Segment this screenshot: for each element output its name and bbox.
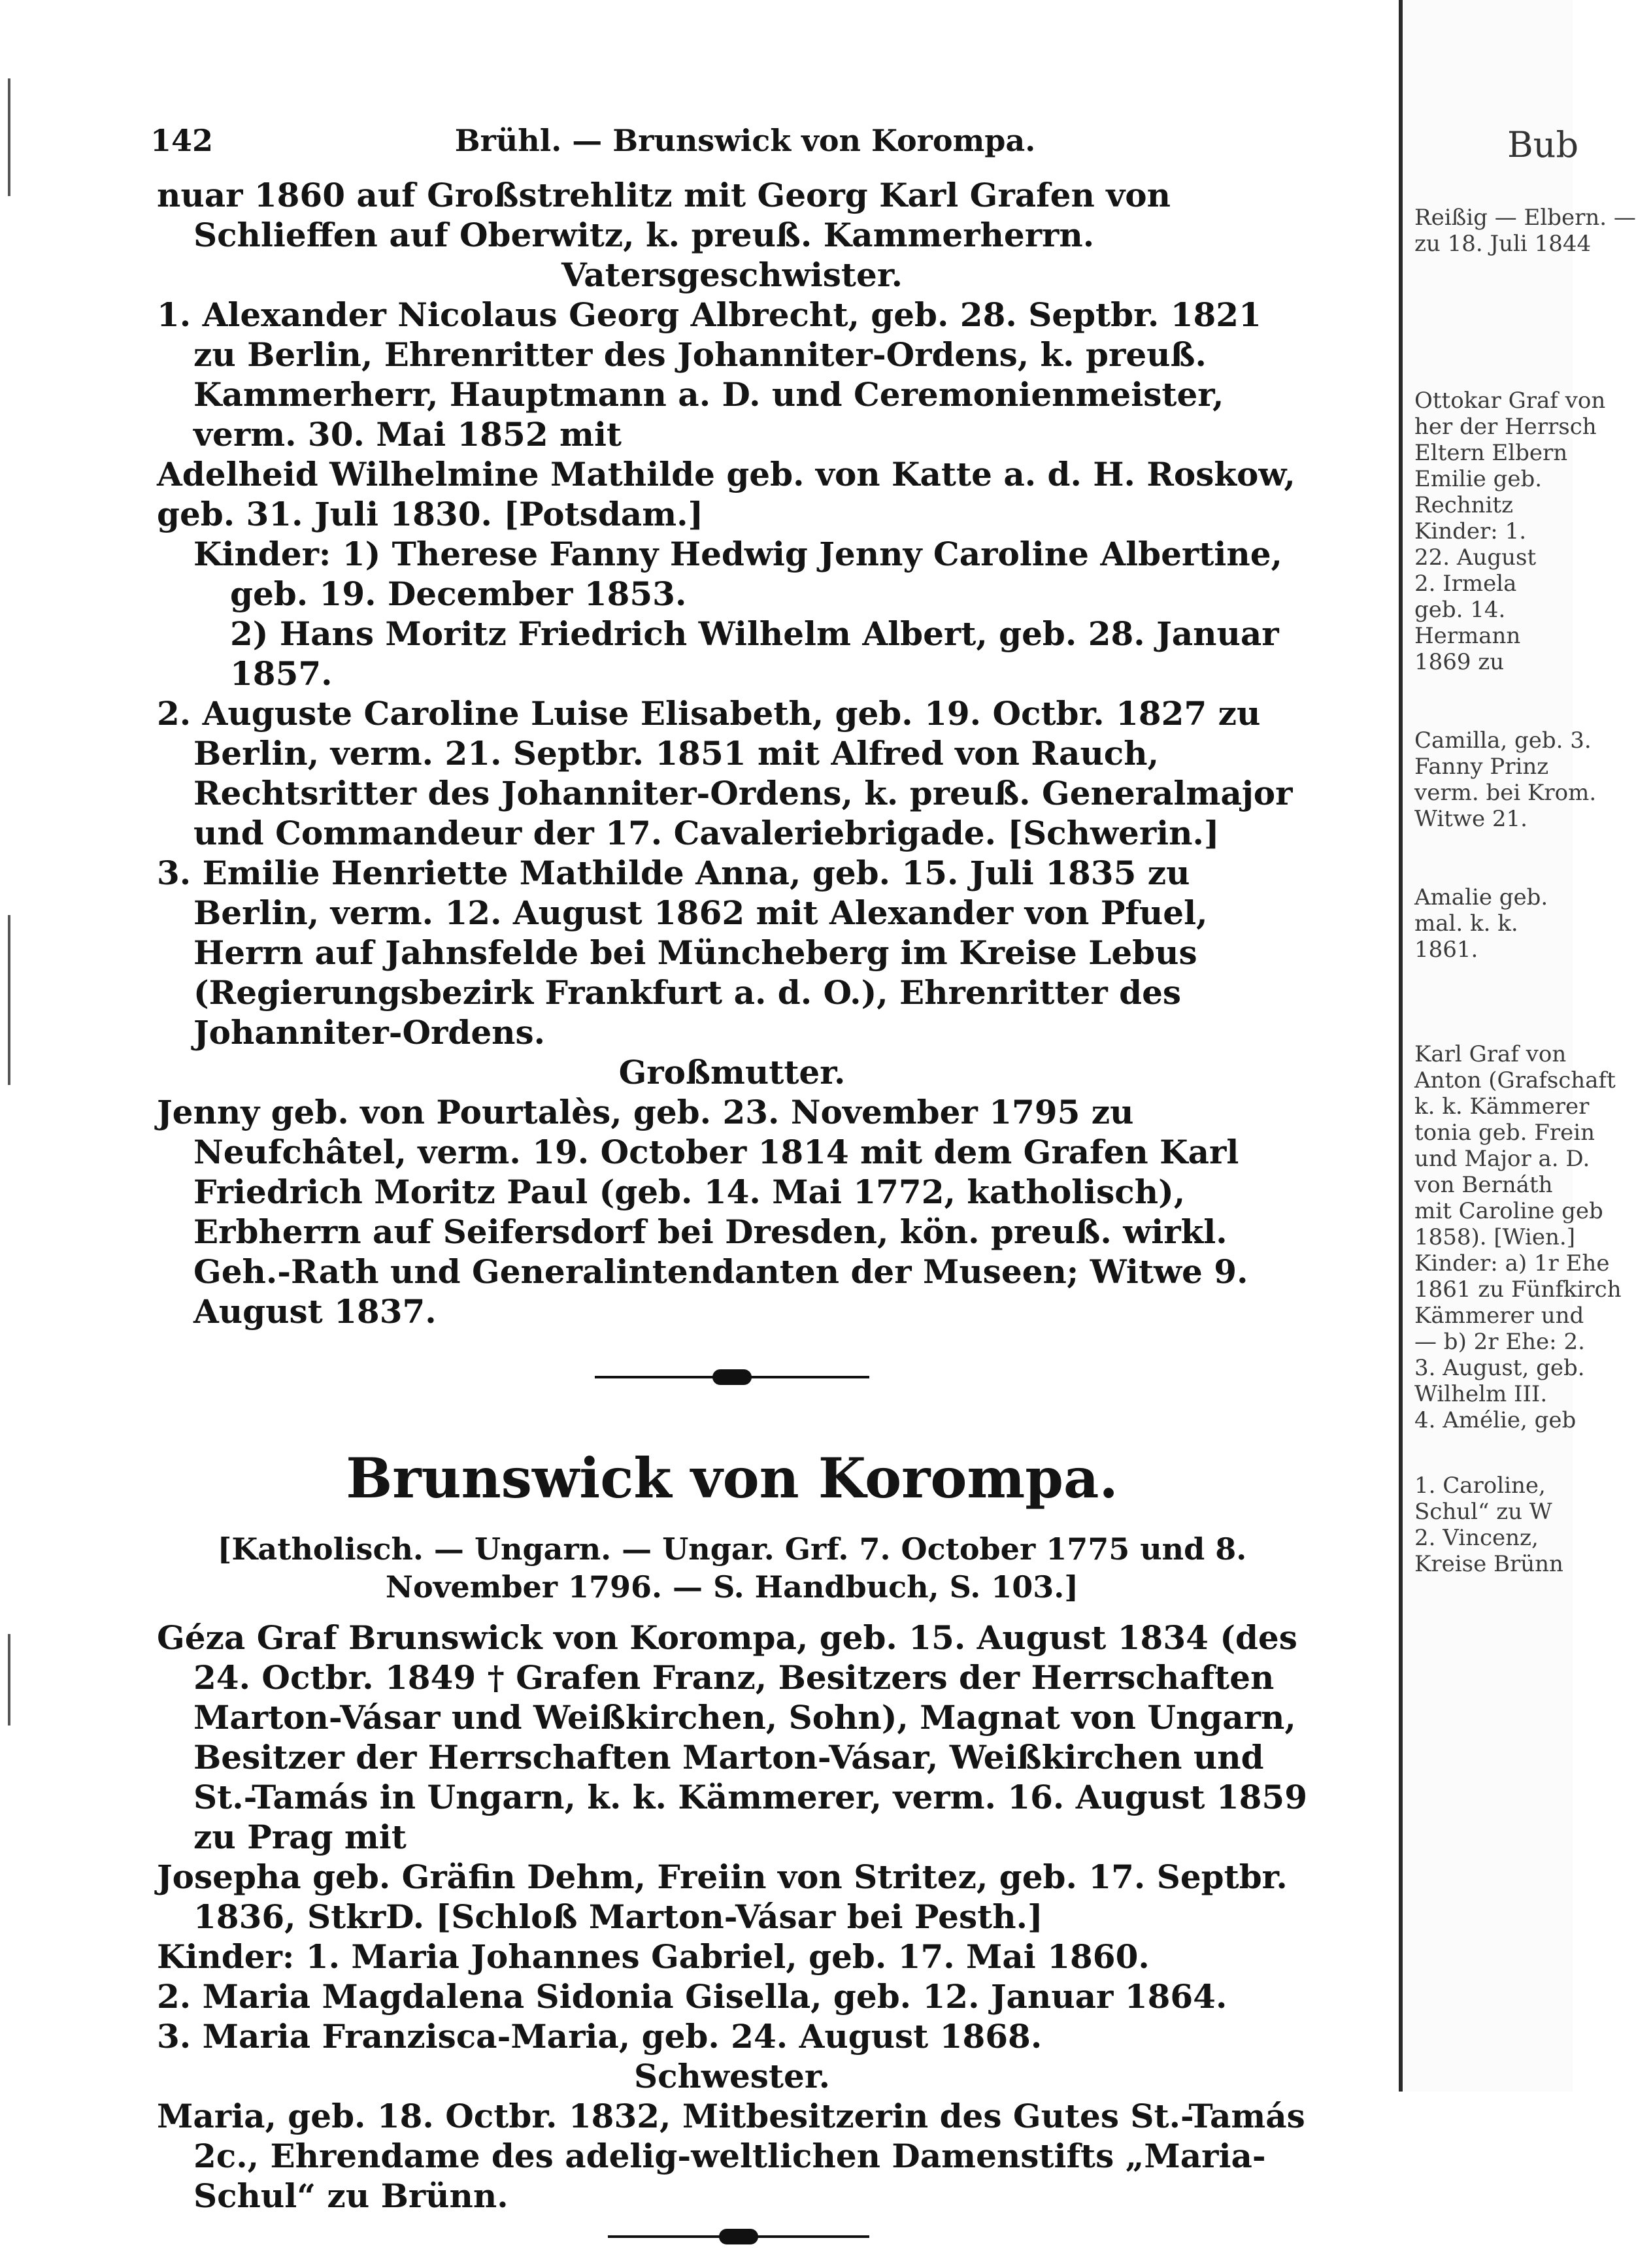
sibling-children-2: 2) Hans Moritz Friedrich Wilhelm Albert, geb. 28. Januar 1857. — [230, 614, 1279, 693]
adjacent-line: her der Herrsch — [1414, 414, 1597, 440]
adjacent-line: Amalie geb. — [1414, 884, 1548, 910]
adjacent-line: 1869 zu — [1414, 649, 1505, 675]
adjacent-line: 22. August — [1414, 544, 1537, 571]
adjacent-page-header: Bub — [1507, 124, 1579, 165]
adjacent-line: und Major a. D. — [1414, 1146, 1590, 1172]
family-head-entry: Géza Graf Brunswick von Korompa, geb. 15. August 1834 (des 24. Octbr. 1849 † Grafen Franz, Besitzers der Herrschaften Marton-Vásar und Weißkirchen, Sohn), Magnat von Ungarn, Besitzer der Herrschaften Marton-Vásar, Weißkirchen und St.-Tamás in Ungarn, k. k. Kämmerer, verm. 16. August 1859 zu Prag mit — [157, 1618, 1308, 1856]
adjacent-line: Kämmerer und — [1414, 1303, 1584, 1329]
adjacent-line: Anton (Grafschaft — [1414, 1067, 1616, 1093]
sibling-spouse-1: Adelheid Wilhelmine Mathilde geb. von Katte a. d. H. Roskow, geb. 31. Juli 1830. [Potsdam.] — [157, 455, 1295, 533]
divider-ornament — [712, 1369, 752, 1385]
adjacent-line: — b) 2r Ehe: 2. — [1414, 1329, 1585, 1355]
adjacent-line: Kinder: a) 1r Ehe — [1414, 1250, 1610, 1276]
adjacent-line: 1858). [Wien.] — [1414, 1224, 1575, 1250]
section-title: Brunswick von Korompa. — [346, 1446, 1118, 1510]
adjacent-line: geb. 14. — [1414, 597, 1506, 623]
adjacent-line: 1. Caroline, — [1414, 1473, 1546, 1499]
scan-edge-mark — [8, 1634, 10, 1726]
adjacent-line: verm. bei Krom. — [1414, 780, 1597, 806]
adjacent-line: Reißig — Elbern. — — [1414, 205, 1636, 231]
sibling-entry-2: 2. Auguste Caroline Luise Elisabeth, geb. 19. Octbr. 1827 zu Berlin, verm. 21. Septbr. 1851 mit Alfred von Rauch, Rechtsritter des Johanniter-Ordens, k. preuß. Generalmajor und Commandeur der 17. Cavaleriebrigade. [Schwerin.] — [157, 694, 1293, 852]
sibling-entry-1: 1. Alexander Nicolaus Georg Albrecht, geb. 28. Septbr. 1821 zu Berlin, Ehrenritter des Johanniter-Ordens, k. preuß. Kammerherr, Hauptmann a. D. und Ceremonienmeister, verm. 30. Mai 1852 mit — [157, 295, 1261, 454]
adjacent-line: Wilhelm III. — [1414, 1381, 1548, 1407]
adjacent-line: tonia geb. Frein — [1414, 1120, 1595, 1146]
end-divider — [157, 2216, 1307, 2268]
main-text-column — [157, 175, 1307, 2268]
section-bracket-note: [Katholisch. — Ungarn. — Ungar. Grf. 7. October 1775 und 8. November 1796. — S. Handbuch, S. 103.] — [217, 1531, 1247, 1605]
adjacent-line: Schul“ zu W — [1414, 1499, 1552, 1525]
page-number: 142 — [150, 123, 214, 158]
adjacent-line: Witwe 21. — [1414, 806, 1527, 832]
adjacent-page-lines — [1403, 205, 1636, 1577]
end-divider-ornament — [719, 2229, 758, 2244]
scan-edge-mark — [8, 78, 10, 196]
child-entry-2: 2. Maria Magdalena Sidonia Gisella, geb. 12. Januar 1864. — [157, 1977, 1227, 2016]
sibling-entry-3: 3. Emilie Henriette Mathilde Anna, geb. 15. Juli 1835 zu Berlin, verm. 12. August 1862 mit Alexander von Pfuel, Herrn auf Jahnsfelde bei Müncheberg im Kreise Lebus (Regierungsbezirk Frankfurt a. d. O.), Ehrenritter des Johanniter-Ordens. — [157, 854, 1208, 1052]
spouse-entry: Josepha geb. Gräfin Dehm, Freiin von Stritez, geb. 17. Septbr. 1836, StkrD. [Schloß Marton-Vásar bei Pesth.] — [157, 1858, 1288, 1936]
grandmother-heading: Großmutter. — [618, 1053, 846, 1092]
adjacent-line: 4. Amélie, geb — [1414, 1407, 1577, 1433]
bruehl-continuation: nuar 1860 auf Großstrehlitz mit Georg Karl Grafen von Schlieffen auf Oberwitz, k. preuß. Kammerherrn. — [157, 176, 1171, 254]
sister-heading: Schwester. — [634, 2057, 830, 2095]
adjacent-line: 1861 zu Fünfkirch — [1414, 1276, 1622, 1303]
paternal-siblings-heading: Vatersgeschwister. — [561, 256, 903, 294]
section-divider — [157, 1331, 1307, 1423]
child-entry-1: Kinder: 1. Maria Johannes Gabriel, geb. 17. Mai 1860. — [157, 1937, 1150, 1976]
adjacent-line: mit Caroline geb — [1414, 1198, 1603, 1224]
adjacent-line: Eltern Elbern — [1414, 440, 1568, 466]
adjacent-line: von Bernáth — [1414, 1172, 1553, 1198]
adjacent-line: Karl Graf von — [1414, 1041, 1567, 1067]
adjacent-line: zu 18. Juli 1844 — [1414, 231, 1592, 257]
sibling-children-1: Kinder: 1) Therese Fanny Hedwig Jenny Caroline Albertine, geb. 19. December 1853. — [193, 535, 1282, 613]
adjacent-line: 2. Vincenz, — [1414, 1525, 1539, 1551]
adjacent-line: Emilie geb. — [1414, 466, 1543, 492]
adjacent-line: Camilla, geb. 3. — [1414, 727, 1592, 754]
adjacent-line: mal. k. k. — [1414, 910, 1518, 937]
adjacent-line: Fanny Prinz — [1414, 754, 1549, 780]
adjacent-line: Rechnitz — [1414, 492, 1514, 518]
adjacent-line: 3. August, geb. — [1414, 1355, 1585, 1381]
adjacent-line: 1861. — [1414, 937, 1478, 963]
running-title: Brühl. — Brunswick von Korompa. — [454, 123, 1036, 158]
adjacent-line: 2. Irmela — [1414, 571, 1517, 597]
scan-edge-mark — [8, 915, 10, 1085]
grandmother-entry: Jenny geb. von Pourtalès, geb. 23. November 1795 zu Neufchâtel, verm. 19. October 1814 mit dem Grafen Karl Friedrich Moritz Paul (geb. 14. Mai 1772, katholisch), Erbherrn auf Seifersdorf bei Dresden, kön. preuß. wirkl. Geh.-Rath und Generalintendanten der Museen; Witwe 9. August 1837. — [157, 1093, 1248, 1331]
adjacent-line: Kinder: 1. — [1414, 518, 1527, 544]
adjacent-line: k. k. Kämmerer — [1414, 1093, 1590, 1120]
child-entry-3: 3. Maria Franzisca-Maria, geb. 24. August 1868. — [157, 2017, 1043, 2056]
adjacent-line: Ottokar Graf von — [1414, 388, 1606, 414]
adjacent-line: Kreise Brünn — [1414, 1551, 1563, 1577]
adjacent-line: Hermann — [1414, 623, 1521, 649]
adjacent-page-strip — [1399, 0, 1636, 2092]
page-header — [150, 123, 1340, 162]
sister-entry: Maria, geb. 18. Octbr. 1832, Mitbesitzerin des Gutes St.-Tamás 2c., Ehrendame des adelig-weltlichen Damenstifts „Maria-Schul“ zu Brünn. — [157, 2097, 1305, 2215]
